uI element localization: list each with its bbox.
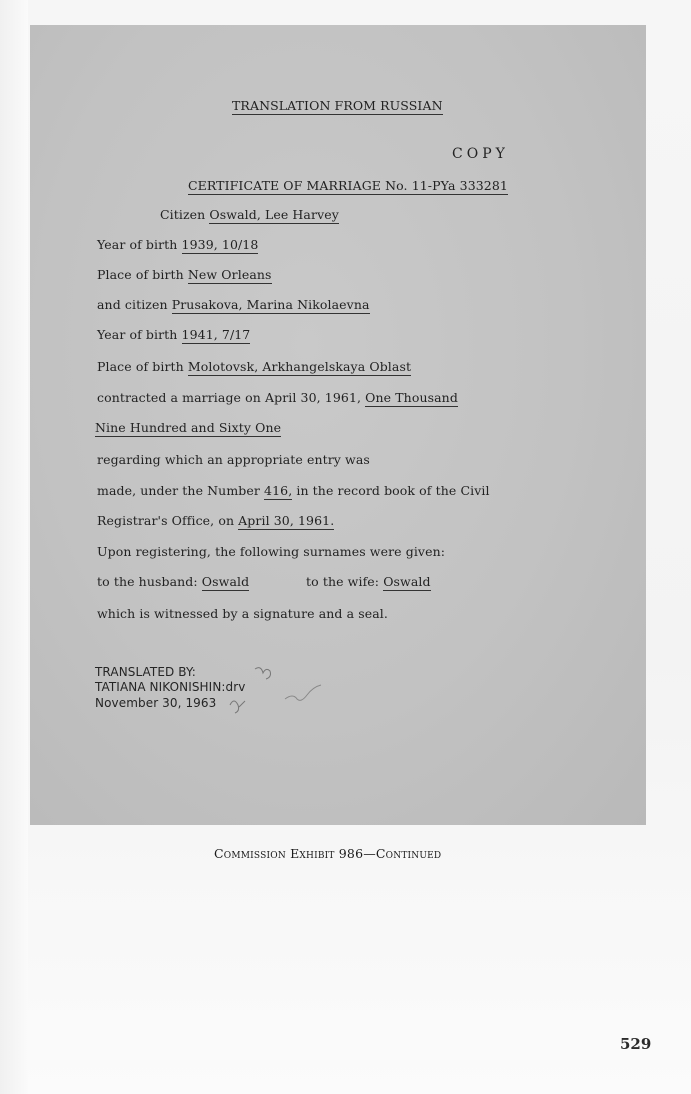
husband-name: Oswald, Lee Harvey — [209, 207, 339, 222]
husband-label: Citizen — [160, 207, 206, 222]
page-number: 529 — [620, 1035, 652, 1053]
husband-place-label: Place of birth — [97, 267, 184, 282]
husband-birth-year-line — [97, 237, 258, 252]
registrar-prefix: Registrar's Office, on — [97, 513, 235, 528]
page-edge — [0, 0, 28, 1094]
husband-line — [160, 207, 339, 222]
wife-name: Prusakova, Marina Nikolaevna — [171, 297, 370, 312]
certificate-title: CERTIFICATE OF MARRIAGE No. 11-PYa 333281 — [188, 178, 508, 193]
husband-birthplace: New Orleans — [187, 267, 272, 282]
wife-surname-line — [306, 574, 431, 589]
made-suffix: in the record book of the Civil — [296, 483, 490, 498]
registrar-date: April 30, 1961. — [238, 513, 335, 528]
witness-statement: which is witnessed by a signature and a seal. — [97, 606, 388, 621]
marriage-contracted-text: contracted a marriage on April 30, 1961, — [97, 390, 362, 405]
regarding-entry-text: regarding which an appropriate entry was — [97, 452, 370, 467]
copy-mark: COPY — [452, 146, 509, 162]
wife-label: and citizen — [97, 297, 168, 312]
husband-surname: Oswald — [201, 574, 250, 589]
wife-place-label: Place of birth — [97, 359, 184, 374]
marriage-date-line — [97, 390, 458, 405]
record-number-line — [97, 483, 490, 498]
exhibit-caption: Commission Exhibit 986—Continued — [214, 846, 442, 861]
wife-year-label: Year of birth — [97, 327, 178, 342]
wife-birth-year-line — [97, 327, 250, 342]
translation-date: November 30, 1963 — [95, 696, 217, 710]
husband-birthplace-line — [97, 267, 272, 282]
made-prefix: made, under the Number — [97, 483, 260, 498]
translated-by-label: TRANSLATED BY: — [95, 665, 196, 679]
wife-surname-label: to the wife: — [306, 574, 380, 589]
husband-birth-year: 1939, 10/18 — [181, 237, 259, 252]
surnames-intro: Upon registering, the following surnames were given: — [97, 544, 446, 559]
husband-year-label: Year of birth — [97, 237, 178, 252]
husband-surname-label: to the husband: — [97, 574, 198, 589]
wife-birthplace: Molotovsk, Arkhangelskaya Oblast — [187, 359, 412, 374]
record-number: 416, — [264, 483, 293, 498]
translator-name: TATIANA NIKONISHIN:drv — [95, 680, 246, 694]
handwritten-initials-scribble — [225, 663, 335, 723]
wife-line — [97, 297, 370, 312]
marriage-date-words-2: Nine Hundred and Sixty One — [95, 420, 282, 435]
wife-surname: Oswald — [383, 574, 431, 589]
document-heading: TRANSLATION FROM RUSSIAN — [232, 98, 443, 113]
registrar-line — [97, 513, 334, 528]
wife-birthplace-line — [97, 359, 411, 374]
marriage-date-words-1: One Thousand — [365, 390, 458, 405]
wife-birth-year: 1941, 7/17 — [181, 327, 251, 342]
husband-surname-line — [97, 574, 249, 589]
